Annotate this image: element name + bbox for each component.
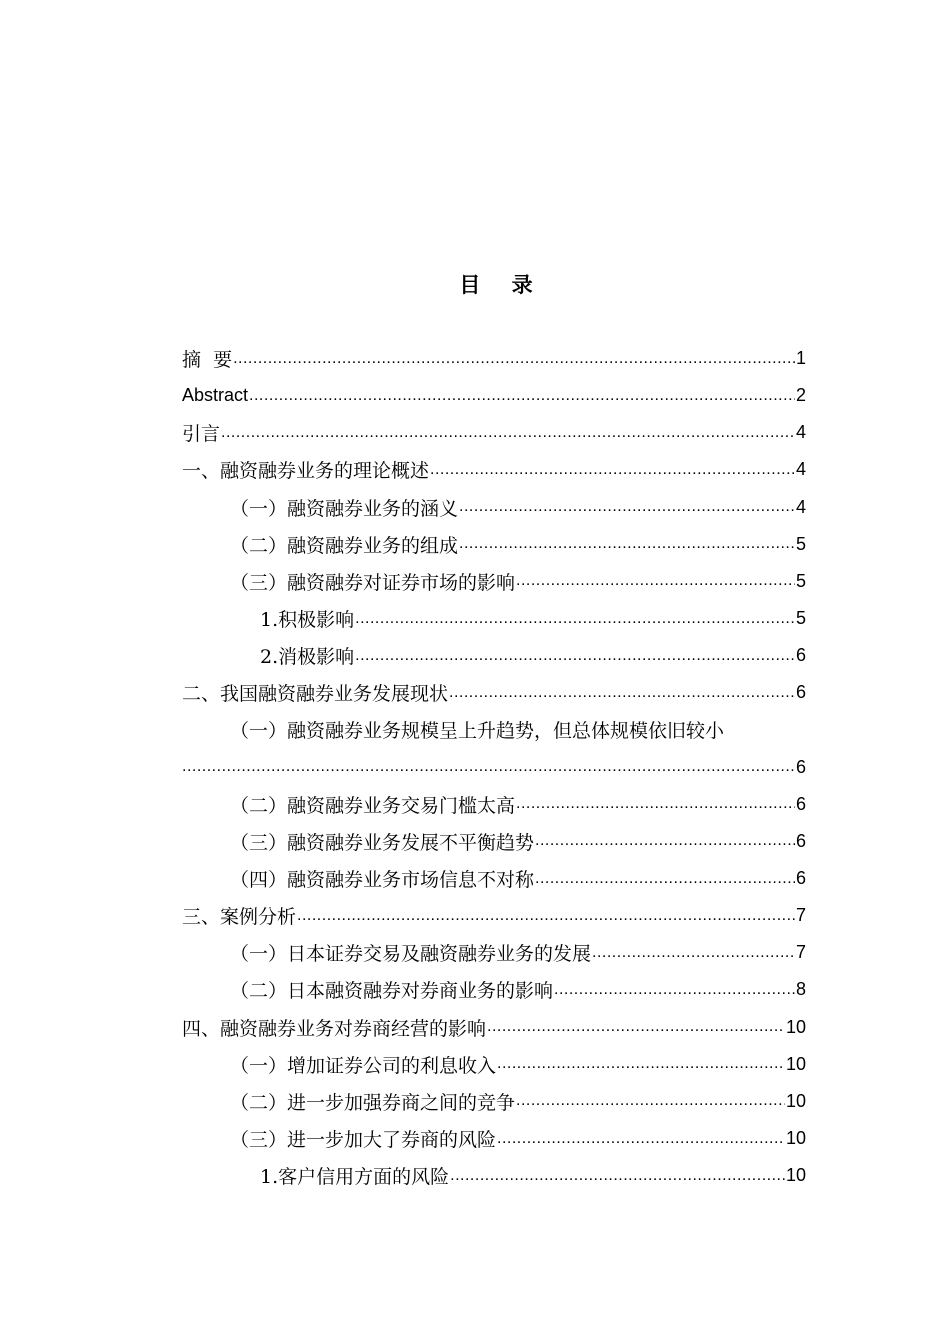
toc-page-number: 6: [795, 830, 806, 851]
toc-entry[interactable]: [182, 1120, 806, 1157]
toc-entry[interactable]: [182, 340, 806, 377]
dot-leader: [355, 647, 795, 665]
toc-entry-label: （二）日本融资融券对券商业务的影响: [230, 980, 554, 1003]
toc-entry-label: （三）进一步加大了券商的风险: [230, 1129, 497, 1152]
toc-entry[interactable]: [182, 526, 806, 563]
dot-leader: [430, 461, 795, 479]
toc-entry-label: 四、融资融券业务对券商经营的影响: [182, 1017, 487, 1040]
toc-entry-label: 三、案例分析: [182, 906, 297, 929]
dot-leader: [516, 572, 795, 590]
toc-entry-label: （一）日本证券交易及融资融券业务的发展: [230, 943, 592, 966]
toc-entry-label: （一）融资融券业务的涵义: [230, 497, 459, 520]
dot-leader: [459, 535, 795, 553]
toc-entry-label: （一）融资融券业务规模呈上升趋势，但总体规模依旧较小: [230, 720, 725, 743]
toc-entry-label: （三）融资融券对证券市场的影响: [230, 571, 516, 594]
toc-entry-continuation[interactable]: [182, 749, 806, 786]
dot-leader: [297, 907, 795, 925]
toc-page-number: 6: [795, 682, 806, 703]
toc-page-number: 4: [795, 496, 806, 517]
toc-page-number: 10: [785, 1165, 806, 1186]
toc-entry[interactable]: [182, 934, 806, 971]
toc-page-number: 10: [785, 1016, 806, 1037]
toc-entry[interactable]: [182, 1083, 806, 1120]
dot-leader: [249, 387, 795, 405]
toc-entry-label: （二）进一步加强券商之间的竞争: [230, 1091, 516, 1114]
toc-entry[interactable]: [182, 637, 806, 674]
table-of-contents: [182, 340, 806, 1194]
toc-page-number: 6: [795, 793, 806, 814]
toc-page-number: 7: [795, 942, 806, 963]
toc-page-number: 6: [795, 645, 806, 666]
toc-entry-label: 1.积极影响: [260, 609, 355, 632]
toc-page-number: 10: [785, 1053, 806, 1074]
dot-leader: [516, 795, 795, 813]
toc-entry-label: （四）融资融券业务市场信息不对称: [230, 869, 535, 892]
dot-leader: [459, 498, 795, 516]
toc-entry-label: 二、我国融资融券业务发展现状: [182, 683, 449, 706]
toc-entry-label: 1.客户信用方面的风险: [260, 1166, 450, 1189]
toc-entry-label: （一）增加证券公司的利息收入: [230, 1054, 497, 1077]
toc-page-number: 7: [795, 905, 806, 926]
dot-leader: [535, 832, 795, 850]
toc-entry[interactable]: [182, 711, 806, 748]
dot-leader: [535, 870, 795, 888]
toc-title: 目 录: [459, 273, 545, 297]
toc-entry[interactable]: [182, 1009, 806, 1046]
toc-entry[interactable]: [182, 489, 806, 526]
toc-page-number: 4: [795, 422, 806, 443]
dot-leader: [449, 684, 795, 702]
toc-entry[interactable]: [182, 860, 806, 897]
dot-leader: [516, 1092, 785, 1110]
toc-page-number: 4: [795, 459, 806, 480]
toc-entry[interactable]: [182, 414, 806, 451]
toc-entry[interactable]: [182, 1157, 806, 1194]
dot-leader: [592, 944, 795, 962]
dot-leader: [450, 1167, 785, 1185]
dot-leader: [182, 758, 795, 776]
dot-leader: [221, 424, 795, 442]
toc-page-number: 10: [785, 1128, 806, 1149]
toc-entry[interactable]: [182, 971, 806, 1008]
toc-entry[interactable]: [182, 377, 806, 414]
toc-entry[interactable]: [182, 897, 806, 934]
toc-page-number: 5: [795, 608, 806, 629]
toc-entry-label: （二）融资融券业务交易门槛太高: [230, 794, 516, 817]
dot-leader: [487, 1018, 785, 1036]
toc-entry-label: 摘 要: [182, 349, 233, 372]
toc-entry[interactable]: [182, 1046, 806, 1083]
toc-page-number: 6: [795, 756, 806, 777]
toc-entry[interactable]: [182, 451, 806, 488]
dot-leader: [497, 1130, 785, 1148]
toc-page-number: 2: [795, 385, 806, 406]
toc-entry[interactable]: [182, 674, 806, 711]
toc-page-number: 10: [785, 1090, 806, 1111]
dot-leader: [233, 350, 795, 368]
toc-entry-label: 引言: [182, 423, 221, 446]
toc-page-number: 5: [795, 570, 806, 591]
toc-page-number: 6: [795, 868, 806, 889]
toc-entry-label: 一、融资融券业务的理论概述: [182, 460, 430, 483]
toc-entry-label: （三）融资融券业务发展不平衡趋势: [230, 831, 535, 854]
dot-leader: [355, 610, 795, 628]
toc-page-number: 5: [795, 533, 806, 554]
toc-entry-label: Abstract: [182, 385, 249, 406]
dot-leader: [497, 1055, 785, 1073]
toc-entry-label: 2.消极影响: [260, 646, 355, 669]
toc-page-number: 8: [795, 979, 806, 1000]
toc-entry[interactable]: [182, 600, 806, 637]
dot-leader: [554, 981, 795, 999]
toc-entry[interactable]: [182, 786, 806, 823]
toc-entry-label: （二）融资融券业务的组成: [230, 534, 459, 557]
toc-page-number: 1: [795, 348, 806, 369]
toc-entry[interactable]: [182, 823, 806, 860]
toc-entry[interactable]: [182, 563, 806, 600]
